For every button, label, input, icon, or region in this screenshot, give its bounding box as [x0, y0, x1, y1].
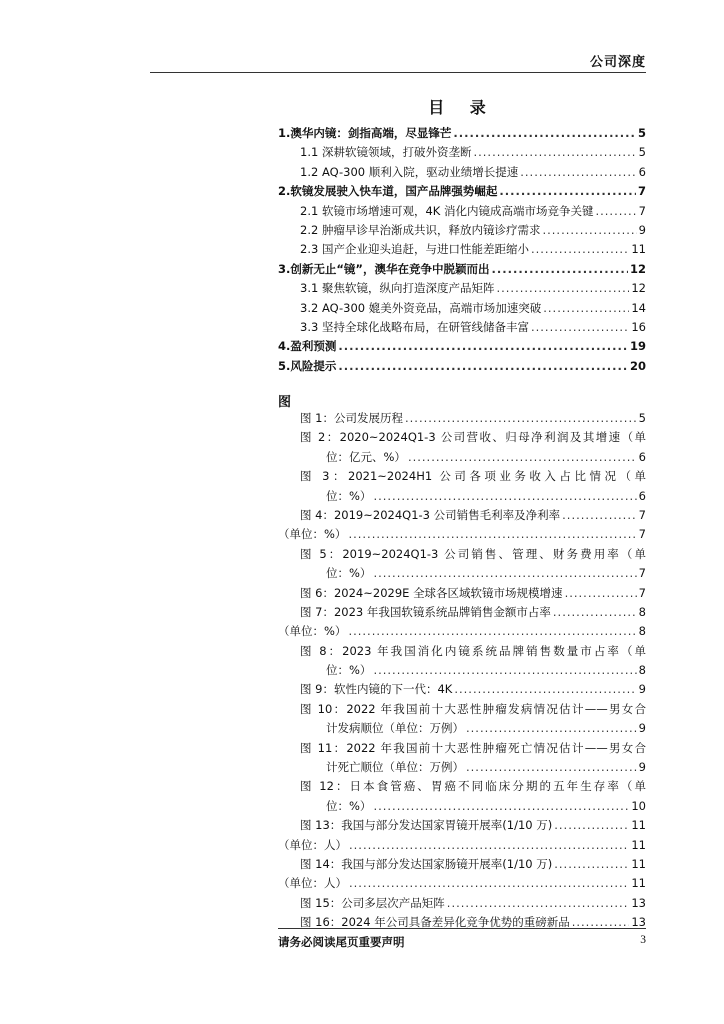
- figure-entry-page: 9: [638, 682, 646, 697]
- figure-entry[interactable]: [278, 661, 646, 680]
- figure-entry[interactable]: [278, 525, 646, 544]
- footer-disclaimer: 请务必阅读尾页重要声明: [278, 935, 405, 949]
- footer-rule: [278, 928, 646, 929]
- figure-entry-label: 图 7：2023 年我国软镜系统品牌销售金额市占率: [300, 604, 551, 619]
- toc-entry[interactable]: [278, 240, 646, 259]
- figure-entry-label: 图 1：公司发展历程: [300, 411, 403, 425]
- dot-leader: [473, 143, 636, 162]
- dot-leader: [348, 622, 636, 641]
- toc-entry-label: 2.软镜发展驶入快车道，国产品牌强势崛起: [278, 184, 498, 199]
- figure-entry[interactable]: [278, 487, 646, 506]
- figure-entry-page: 13: [631, 915, 646, 930]
- toc-entry-label: 5.风险提示: [278, 358, 337, 373]
- toc-entry-label: 3.创新无止“镜”，澳华在竞争中脱颖而出: [278, 261, 490, 276]
- dot-leader: [565, 584, 637, 603]
- toc-entry-label: 3.1 聚焦软镜，纵向打造深度产品矩阵: [300, 281, 495, 296]
- figure-entry[interactable]: [278, 467, 646, 486]
- figure-entry-label: 图 14：我国与部分发达国家肠镜开展率(1/10 万): [300, 856, 553, 871]
- dot-leader: [408, 448, 637, 467]
- figure-entry-page: 7: [638, 507, 646, 522]
- dot-leader: [496, 279, 629, 298]
- figure-entry[interactable]: [278, 642, 646, 661]
- figure-entry[interactable]: [278, 894, 646, 913]
- dot-leader: [520, 163, 636, 182]
- toc-entry[interactable]: [278, 337, 646, 356]
- figure-entry[interactable]: [278, 758, 646, 777]
- figure-entry-page: 7: [638, 585, 646, 600]
- header-label: 公司深度: [589, 55, 646, 70]
- figure-entry-label: 图 15：公司多层次产品矩阵: [300, 895, 445, 910]
- figure-entry[interactable]: [278, 428, 646, 447]
- toc-entry-label: 3.3 坚持全球化战略布局，在研管线储备丰富: [300, 319, 529, 334]
- figure-entry-page: 9: [638, 721, 646, 736]
- toc-entry-page: 5: [638, 145, 646, 160]
- dot-leader: [572, 913, 630, 932]
- figures-heading: 图: [278, 395, 292, 410]
- dot-leader: [453, 124, 636, 143]
- page-number: 3: [640, 934, 646, 946]
- dot-leader: [338, 337, 628, 356]
- figure-entry-label: （单位：人）: [278, 837, 347, 852]
- figure-entry-label: （单位：%）: [278, 624, 347, 639]
- dot-leader: [492, 260, 628, 279]
- figure-entry[interactable]: [278, 545, 646, 564]
- dot-leader: [466, 758, 637, 777]
- figure-entry-label: 图 11：2022 年我国前十大恶性肿瘤死亡情况估计——男女合: [300, 740, 646, 755]
- figure-entry-page: 11: [631, 876, 646, 891]
- figure-entry[interactable]: [278, 739, 646, 758]
- figure-entry-label: 图 4：2019~2024Q1-3 公司销售毛利率及净利率: [300, 507, 561, 522]
- figure-entry-label: 图 9：软性内镜的下一代：4K: [300, 682, 453, 697]
- figure-entry[interactable]: [278, 855, 646, 874]
- toc-entry-page: 11: [631, 242, 646, 257]
- toc-title: 目 录: [428, 98, 496, 117]
- dot-leader: [554, 855, 629, 874]
- toc-entry-page: 12: [631, 281, 646, 296]
- toc-entry-label: 3.2 AQ-300 媲美外资竞品，高端市场加速突破: [300, 300, 542, 315]
- figure-entry-page: 7: [638, 566, 646, 581]
- dot-leader: [349, 874, 629, 893]
- figure-entry[interactable]: [278, 913, 646, 932]
- toc-entry-page: 14: [631, 300, 646, 315]
- dot-leader: [454, 680, 636, 699]
- toc-entry[interactable]: [278, 124, 646, 143]
- figure-entry-label: （单位：%）: [278, 527, 347, 542]
- toc-entry-label: 1.2 AQ-300 顺利入院，驱动业绩增长提速: [300, 164, 519, 179]
- figure-entry-label: 计死亡顺位（单位：万例）: [326, 760, 464, 775]
- figure-entry-page: 11: [631, 856, 646, 871]
- figure-entry-page: 10: [631, 798, 646, 813]
- toc-entry-page: 12: [629, 261, 646, 276]
- figure-entry-label: 计发病顺位（单位：万例）: [326, 721, 464, 736]
- figure-entry[interactable]: [278, 700, 646, 719]
- toc-entry-label: 1.澳华内镜：剑指高端，尽显锋芒: [278, 126, 452, 140]
- toc-entry-page: 9: [638, 222, 646, 237]
- figure-entry-label: 位：%）: [326, 663, 372, 678]
- toc-entry-page: 19: [629, 339, 646, 354]
- figure-entry[interactable]: [278, 564, 646, 583]
- figure-entry-label: 图 3：2021~2024H1 公司各项业务收入占比情况（单: [300, 469, 646, 484]
- figure-entry-page: 7: [638, 527, 646, 542]
- toc-entry-page: 5: [637, 126, 646, 140]
- toc-entry-page: 7: [637, 184, 646, 199]
- figure-entry[interactable]: [278, 874, 646, 893]
- toc-entry-page: 6: [638, 164, 646, 179]
- figure-entry[interactable]: [278, 622, 646, 641]
- figure-entry-page: 9: [638, 760, 646, 775]
- toc-entry-page: 20: [629, 358, 646, 373]
- dot-leader: [542, 221, 636, 240]
- figure-entry[interactable]: [278, 816, 646, 835]
- figure-entry-page: 11: [631, 837, 646, 852]
- figure-entry-page: 6: [638, 449, 646, 464]
- dot-leader: [405, 409, 637, 428]
- toc-entry[interactable]: [278, 163, 646, 182]
- toc-entry[interactable]: [278, 299, 646, 318]
- dot-leader: [499, 182, 636, 201]
- toc-entry[interactable]: [278, 221, 646, 240]
- toc-list: [278, 124, 646, 376]
- figure-entry[interactable]: [278, 680, 646, 699]
- toc-entry[interactable]: [278, 279, 646, 298]
- figure-entry-label: （单位：人）: [278, 876, 347, 891]
- toc-entry-label: 2.3 国产企业迎头追赶，与进口性能差距缩小: [300, 242, 529, 257]
- figure-entry-label: 图 16：2024 年公司具备差异化竞争优势的重磅新品: [300, 915, 570, 930]
- figure-entry[interactable]: [278, 797, 646, 816]
- toc-entry[interactable]: [278, 318, 646, 337]
- figures-list: [278, 409, 646, 933]
- toc-entry-label: 1.1 深耕软镜领域，打破外资垄断: [300, 145, 472, 160]
- figure-entry-page: 6: [638, 488, 646, 503]
- figure-entry-page: 8: [638, 624, 646, 639]
- dot-leader: [562, 506, 637, 525]
- toc-entry[interactable]: [278, 143, 646, 162]
- figure-entry-label: 图 2：2020~2024Q1-3 公司营收、归母净利润及其增速（单: [300, 430, 646, 445]
- figure-entry[interactable]: [278, 777, 646, 796]
- dot-leader: [466, 719, 637, 738]
- toc-entry-page: 7: [638, 203, 646, 218]
- figure-entry-page: 13: [631, 895, 646, 910]
- dot-leader: [338, 357, 628, 376]
- toc-entry[interactable]: [278, 202, 646, 221]
- figure-entry-label: 位：%）: [326, 566, 372, 581]
- figure-entry-label: 图 12：日本食管癌、胃癌不同临床分期的五年生存率（单: [300, 779, 646, 794]
- dot-leader: [447, 894, 630, 913]
- figure-entry[interactable]: [278, 603, 646, 622]
- toc-entry-page: 16: [631, 319, 646, 334]
- dot-leader: [373, 564, 636, 583]
- dot-leader: [531, 240, 629, 259]
- figure-entry-page: 11: [631, 818, 646, 833]
- figure-entry-page: 8: [638, 663, 646, 678]
- figure-entry-label: 图 5：2019~2024Q1-3 公司销售、管理、财务费用率（单: [300, 546, 646, 561]
- dot-leader: [373, 487, 636, 506]
- figure-entry-page: 8: [638, 604, 646, 619]
- figure-entry-label: 位：亿元、%）: [326, 449, 406, 464]
- figure-entry-page: 5: [638, 411, 646, 425]
- toc-entry-label: 4.盈利预测: [278, 339, 337, 354]
- dot-leader: [554, 816, 629, 835]
- toc-entry[interactable]: [278, 182, 646, 201]
- figure-entry[interactable]: [278, 409, 646, 428]
- toc-entry-label: 2.2 肿瘤早诊早治渐成共识，释放内镜诊疗需求: [300, 222, 541, 237]
- header-rule: [150, 72, 646, 73]
- figure-entry-label: 位：%）: [326, 798, 372, 813]
- figure-entry[interactable]: [278, 506, 646, 525]
- figure-entry-label: 图 13：我国与部分发达国家胃镜开展率(1/10 万): [300, 818, 553, 833]
- figure-entry[interactable]: [278, 584, 646, 603]
- toc-entry[interactable]: [278, 260, 646, 279]
- figure-entry-label: 位：%）: [326, 488, 372, 503]
- dot-leader: [349, 836, 629, 855]
- dot-leader: [531, 318, 629, 337]
- figure-entry[interactable]: [278, 448, 646, 467]
- toc-entry[interactable]: [278, 357, 646, 376]
- figure-entry-label: 图 6：2024~2029E 全球各区域软镜市场规模增速: [300, 585, 563, 600]
- dot-leader: [553, 603, 637, 622]
- figure-entry-label: 图 8：2023 年我国消化内镜系统品牌销售数量市占率（单: [300, 643, 646, 658]
- dot-leader: [543, 299, 629, 318]
- figure-entry[interactable]: [278, 719, 646, 738]
- dot-leader: [373, 661, 636, 680]
- toc-entry-label: 2.1 软镜市场增速可观，4K 消化内镜成高端市场竞争关键: [300, 203, 594, 218]
- figure-entry[interactable]: [278, 836, 646, 855]
- dot-leader: [595, 202, 636, 221]
- dot-leader: [348, 525, 636, 544]
- dot-leader: [373, 797, 629, 816]
- figure-entry-label: 图 10：2022 年我国前十大恶性肿瘤发病情况估计——男女合: [300, 701, 646, 716]
